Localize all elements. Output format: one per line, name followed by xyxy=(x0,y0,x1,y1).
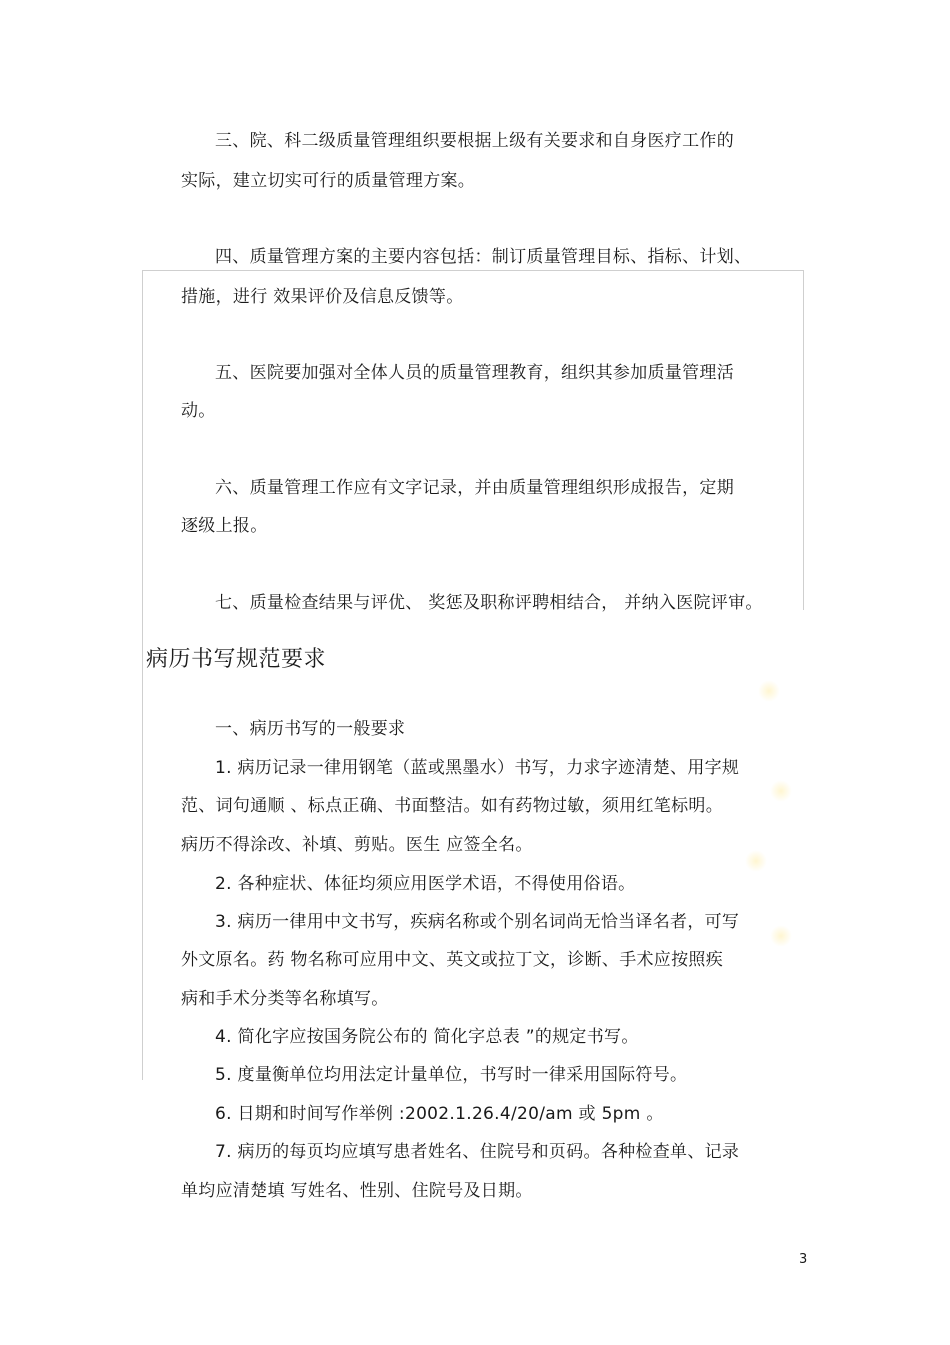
watermark-glow xyxy=(770,925,792,947)
item-1-line-1: 1. 病历记录一律用钢笔（蓝或黑墨水）书写，力求字迹清楚、用字规 xyxy=(215,758,740,778)
paragraph-6-line-2: 逐级上报。 xyxy=(181,516,268,536)
item-3-line-3: 病和手术分类等名称填写。 xyxy=(181,989,389,1009)
item-7-line-2: 单均应清楚填 写姓名、性别、住院号及日期。 xyxy=(181,1181,533,1201)
item-2-line-1: 2. 各种症状、体征均须应用医学术语，不得使用俗语。 xyxy=(215,874,636,894)
paragraph-5-line-2: 动。 xyxy=(181,401,216,421)
paragraph-6-line-1: 六、质量管理工作应有文字记录，并由质量管理组织形成报告，定期 xyxy=(215,478,734,498)
item-5-line-1: 5. 度量衡单位均用法定计量单位，书写时一律采用国际符号。 xyxy=(215,1065,688,1085)
item-1-line-3: 病历不得涂改、补填、剪贴。医生 应签全名。 xyxy=(181,835,533,855)
frame-right-rule xyxy=(803,270,804,610)
page-number: 3 xyxy=(799,1252,808,1267)
paragraph-5-line-1: 五、医院要加强对全体人员的质量管理教育，组织其参加质量管理活 xyxy=(215,363,734,383)
item-1-line-2: 范、词句通顺 、标点正确、书面整洁。如有药物过敏，须用红笔标明。 xyxy=(181,796,724,816)
frame-top-rule xyxy=(142,270,804,271)
item-3-line-2: 外文原名。药 物名称可应用中文、英文或拉丁文，诊断、手术应按照疾 xyxy=(181,950,724,970)
frame-left-rule xyxy=(142,270,143,1080)
item-7-line-1: 7. 病历的每页均应填写患者姓名、住院号和页码。各种检查单、记录 xyxy=(215,1142,740,1162)
watermark-glow xyxy=(745,850,767,872)
paragraph-4-line-2: 措施，进行 效果评价及信息反馈等。 xyxy=(181,287,464,307)
section-heading: 病历书写规范要求 xyxy=(146,647,327,672)
item-4-line-1: 4. 简化字应按国务院公布的 简化字总表 ”的规定书写。 xyxy=(215,1027,639,1047)
paragraph-4-line-1: 四、质量管理方案的主要内容包括：制订质量管理目标、指标、计划、 xyxy=(215,247,752,267)
watermark-glow xyxy=(770,780,792,802)
sub-heading: 一、病历书写的一般要求 xyxy=(215,719,406,739)
paragraph-3-line-2: 实际，建立切实可行的质量管理方案。 xyxy=(181,171,476,191)
paragraph-3-line-1: 三、院、科二级质量管理组织要根据上级有关要求和自身医疗工作的 xyxy=(215,131,734,151)
item-6-line-1: 6. 日期和时间写作举例 :2002.1.26.4/20/am 或 5pm 。 xyxy=(215,1104,664,1124)
watermark-glow xyxy=(758,680,780,702)
item-3-line-1: 3. 病历一律用中文书写，疾病名称或个别名词尚无恰当译名者，可写 xyxy=(215,912,740,932)
paragraph-7-line-1: 七、质量检查结果与评优、 奖惩及职称评聘相结合， 并纳入医院评审。 xyxy=(215,593,763,613)
